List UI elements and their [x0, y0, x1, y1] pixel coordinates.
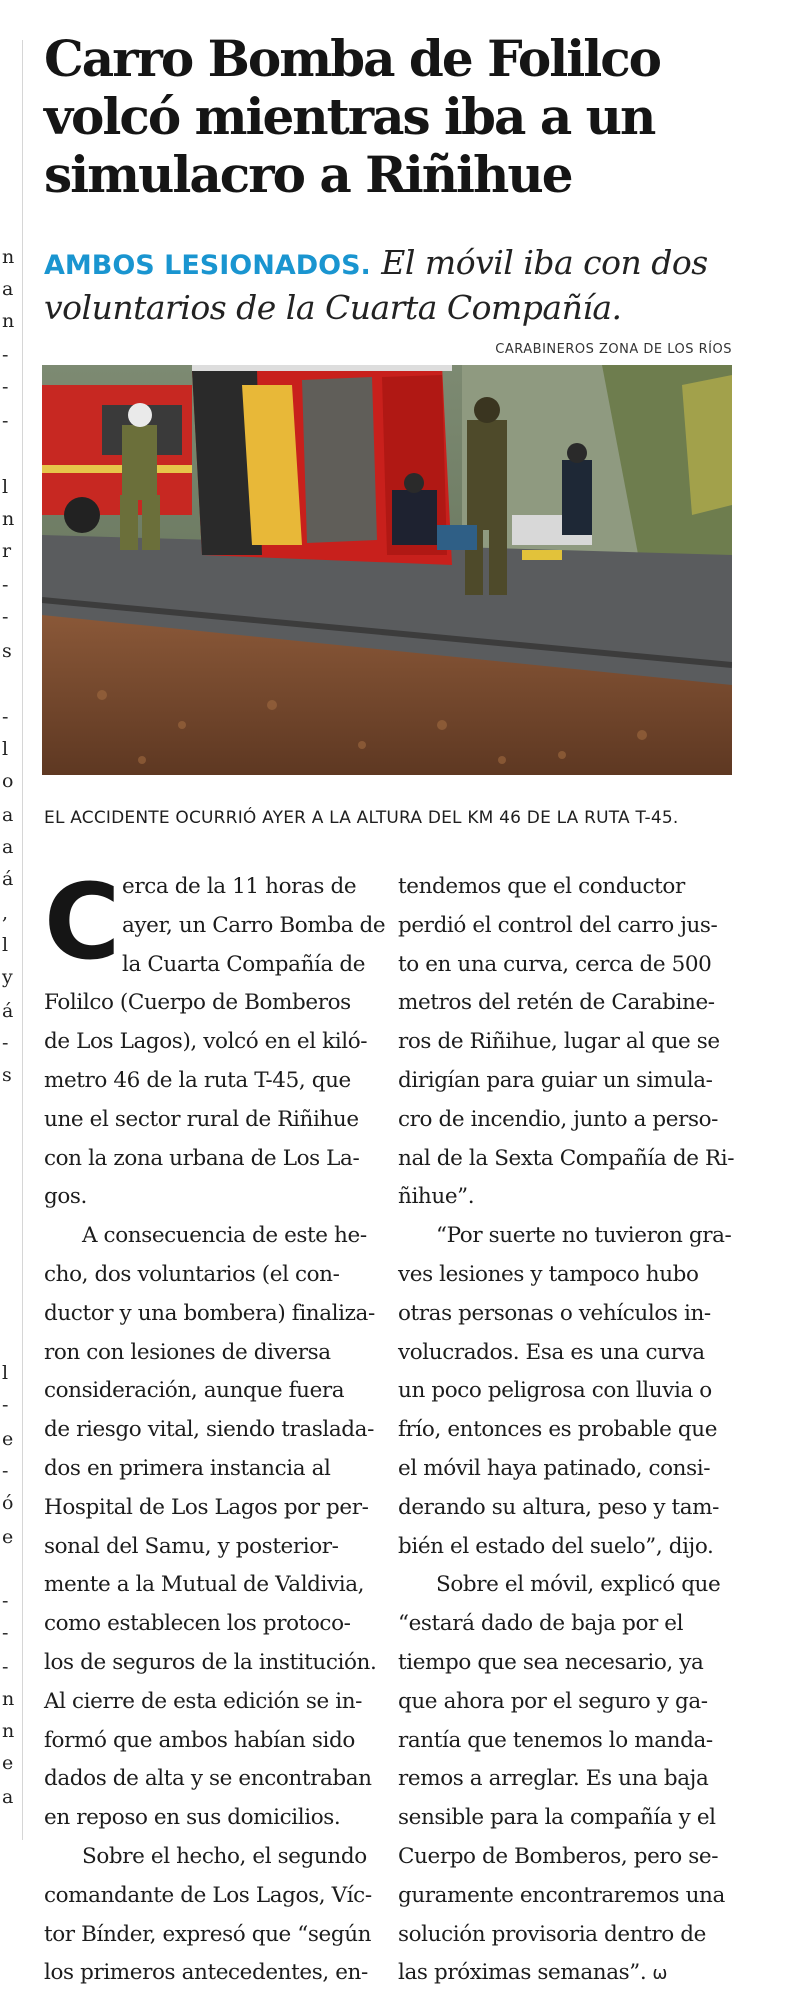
text-line: tendemos que el conductor — [398, 874, 685, 899]
fragment-char: n — [2, 508, 15, 530]
fragment-char: - — [2, 410, 9, 432]
text-line: perdió el control del carro jus- — [398, 912, 718, 938]
text-line: dirigían para guiar un simula- — [398, 1067, 713, 1093]
fragment-char: a — [2, 278, 14, 300]
text-line: los de seguros de la institución. — [44, 1649, 377, 1675]
fragment-char: - — [2, 606, 9, 628]
fragment-char: á — [2, 1000, 14, 1022]
fragment-char: - — [2, 1460, 9, 1482]
fragment-char: o — [2, 770, 14, 792]
fragment-char: r — [2, 540, 12, 562]
paragraph — [398, 1566, 736, 1993]
text-line: erca de la 11 horas de — [122, 874, 357, 899]
text-line: mente a la Mutual de Valdivia, — [44, 1572, 365, 1598]
text-line: frío, entonces es probable que — [398, 1417, 718, 1443]
text-line: Cuerpo de Bomberos, pero se- — [398, 1843, 719, 1869]
fragment-char: - — [2, 1656, 9, 1678]
photo-credit: CARABINEROS ZONA DE LOS RÍOS — [495, 342, 732, 357]
fragment-char: - — [2, 574, 9, 596]
end-of-article-mark: ω — [652, 1963, 667, 1985]
drop-cap: C — [44, 861, 120, 983]
fragment-char: - — [2, 706, 9, 728]
text-line: “estará dado de baja por el — [398, 1611, 684, 1637]
text-line: cro de incendio, junto a perso- — [398, 1106, 719, 1132]
text-line: ron con lesiones de diversa — [44, 1339, 331, 1365]
fragment-char: - — [2, 1590, 9, 1612]
fragment-char: e — [2, 1428, 14, 1450]
text-line: ductor y una bombera) finaliza- — [44, 1300, 375, 1326]
fragment-char: e — [2, 1752, 14, 1774]
text-line: un poco peligrosa con lluvia o — [398, 1378, 712, 1404]
text-line: las próximas semanas”. ω — [398, 1960, 667, 1986]
fragment-char: l — [2, 476, 9, 498]
text-line: ves lesiones y tampoco hubo — [398, 1261, 699, 1287]
photo-caption: EL ACCIDENTE OCURRIÓ AYER A LA ALTURA DEL KM 46 DE LA RUTA T-45. — [44, 808, 679, 828]
fragment-char: l — [2, 1362, 9, 1384]
text-line: formó que ambos habían sido — [44, 1727, 355, 1753]
text-line: dados de alta y se encontraban — [44, 1766, 372, 1792]
fragment-char: a — [2, 1786, 14, 1808]
text-line: otras personas o vehículos in- — [398, 1300, 711, 1326]
text-line: bién el estado del suelo”, dijo. — [398, 1533, 714, 1559]
text-line: los primeros antecedentes, en- — [44, 1960, 368, 1986]
column-divider — [22, 40, 23, 1840]
fragment-char: y — [2, 966, 13, 988]
text-line: sensible para la compañía y el — [398, 1805, 716, 1831]
text-line: con la zona urbana de Los La- — [44, 1145, 360, 1171]
text-line: la Cuarta Compañía de — [122, 951, 366, 977]
text-line: ayer, un Carro Bomba de — [122, 912, 386, 938]
text-line: de Los Lagos), volcó en el kiló- — [44, 1029, 368, 1055]
paragraph — [44, 1838, 374, 1993]
fragment-char: e — [2, 1526, 14, 1548]
fragment-char: - — [2, 1622, 9, 1644]
fragment-char: s — [2, 1064, 12, 1086]
text-line: nal de la Sexta Compañía de Ri- — [398, 1145, 735, 1171]
paragraph — [44, 1217, 377, 1838]
text-line: une el sector rural de Riñihue — [44, 1106, 359, 1132]
fragment-char: n — [2, 1688, 15, 1710]
text-line: ñihue”. — [398, 1184, 475, 1210]
text-line: que ahora por el seguro y ga- — [398, 1688, 708, 1714]
text-line: sonal del Samu, y posterior- — [44, 1533, 339, 1559]
fragment-char: ó — [2, 1492, 14, 1514]
subhead — [44, 242, 784, 329]
text-line: A consecuencia de este he- — [82, 1223, 367, 1249]
fragment-char: - — [2, 376, 9, 398]
fragment-char: - — [2, 1394, 9, 1416]
text-line: metros del retén de Carabine- — [398, 990, 715, 1016]
text-line: comandante de Los Lagos, Víc- — [44, 1882, 372, 1908]
headline: Carro Bomba de Folilco volcó mientras iba a un simulacro a Riñihue — [44, 29, 660, 204]
fragment-char: n — [2, 246, 15, 268]
fragment-char: n — [2, 1720, 15, 1742]
text-line: solución provisoria dentro de — [398, 1921, 706, 1947]
article-body-left — [44, 861, 386, 1993]
text-line: Sobre el móvil, explicó que — [436, 1572, 721, 1598]
paragraph — [398, 868, 736, 1217]
text-line: dos en primera instancia al — [44, 1455, 331, 1481]
text-line: Sobre el hecho, el segundo — [82, 1843, 367, 1869]
text-line: gos. — [44, 1184, 87, 1210]
accident-photo — [42, 365, 732, 775]
text-line: metro 46 de la ruta T-45, que — [44, 1067, 351, 1093]
fragment-char: a — [2, 804, 14, 826]
paragraph — [398, 1217, 736, 1566]
adjacent-column-fragment — [0, 0, 30, 1851]
text-line: to en una curva, cerca de 500 — [398, 951, 712, 977]
fragment-char: á — [2, 868, 14, 890]
text-line: Hospital de Los Lagos por per- — [44, 1494, 369, 1520]
fragment-char: - — [2, 344, 9, 366]
text-line: derando su altura, peso y tam- — [398, 1494, 720, 1520]
kicker: AMBOS LESIONADOS. — [44, 250, 371, 281]
text-line: tor Bínder, expresó que “según — [44, 1921, 372, 1947]
text-line: cho, dos voluntarios (el con- — [44, 1261, 340, 1287]
text-line: remos a arreglar. Es una baja — [398, 1766, 709, 1792]
text-line: Folilco (Cuerpo de Bomberos — [44, 990, 351, 1016]
text-line: el móvil haya patinado, consi- — [398, 1455, 711, 1481]
fragment-char: n — [2, 310, 15, 332]
fragment-char: l — [2, 738, 9, 760]
text-line: tiempo que sea necesario, ya — [398, 1649, 704, 1675]
text-line: ros de Riñihue, lugar al que se — [398, 1029, 720, 1055]
lead: El móvil iba con dos voluntarios de la Cuarta Compañía. — [44, 243, 708, 327]
text-line: rantía que tenemos lo manda- — [398, 1727, 713, 1753]
text-line: consideración, aunque fuera — [44, 1378, 345, 1404]
fragment-char: l — [2, 934, 9, 956]
fragment-char: s — [2, 640, 12, 662]
text-line: en reposo en sus domicilios. — [44, 1805, 341, 1831]
text-line: guramente encontraremos una — [398, 1882, 725, 1908]
fragment-char: a — [2, 836, 14, 858]
text-line: de riesgo vital, siendo traslada- — [44, 1417, 374, 1443]
text-line: como establecen los protoco- — [44, 1611, 351, 1637]
text-line: Al cierre de esta edición se in- — [44, 1688, 363, 1714]
fragment-char: , — [2, 902, 9, 924]
article-body-right — [398, 868, 736, 1993]
text-line: “Por suerte no tuvieron gra- — [436, 1223, 732, 1249]
text-line: volucrados. Esa es una curva — [398, 1339, 705, 1365]
fragment-char: - — [2, 1032, 9, 1054]
